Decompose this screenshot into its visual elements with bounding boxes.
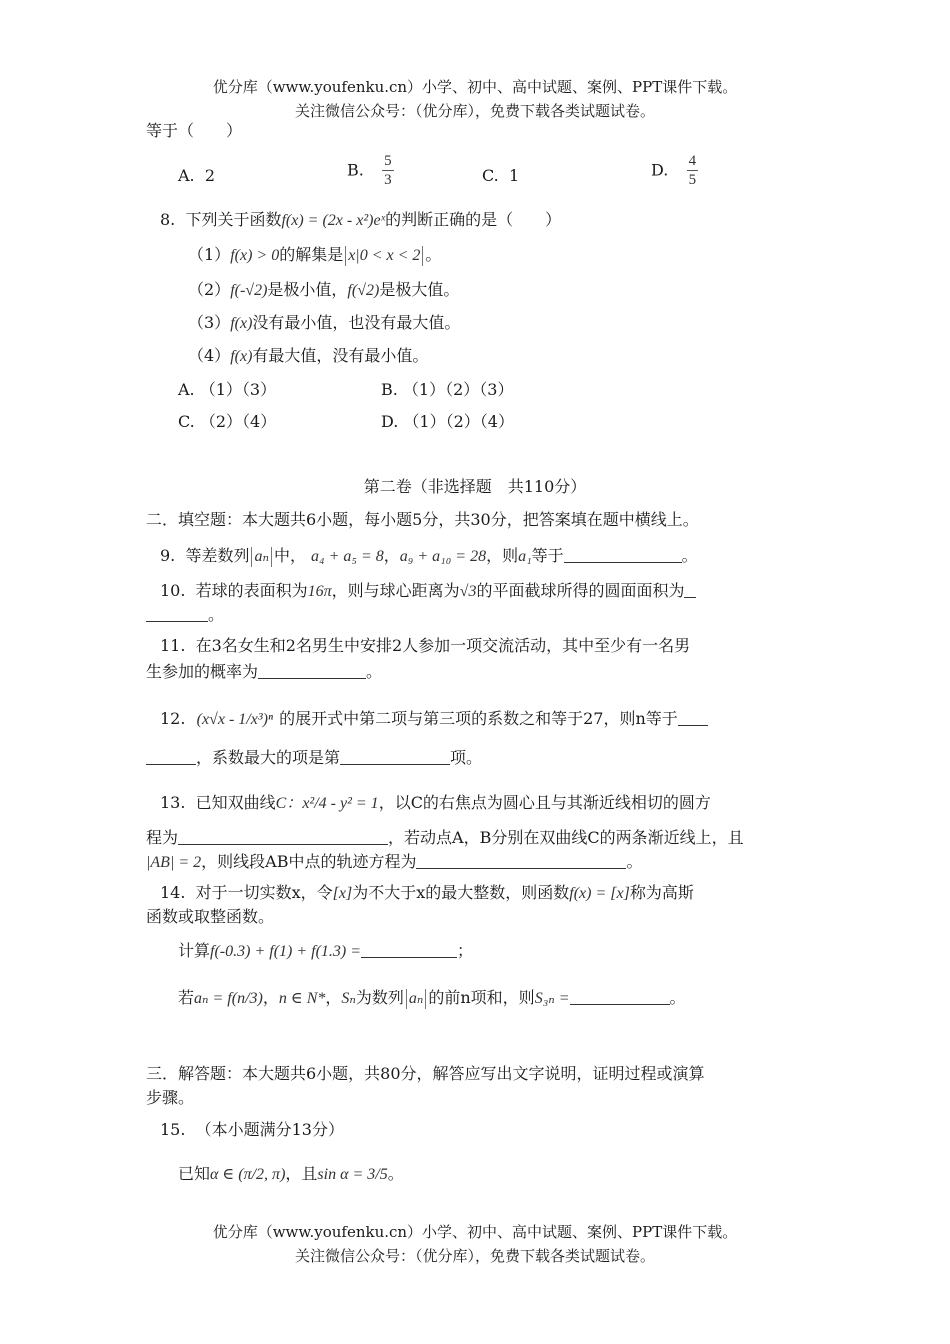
q9: 9. 等差数列 aₙ 中， a₄ + a₅ = 8，a₉ + a₁₀ = 28，则a₁等于 。: [160, 546, 698, 565]
q11-line-2: 生参加的概率为 。: [146, 662, 383, 681]
q8-statement-3: （3）f(x)没有最小值，也没有最大值。: [188, 313, 461, 332]
q14-answer-blank-a: [361, 939, 457, 958]
q7-d-fraction: $\frac{4}{5}$: [688, 153, 697, 188]
q7-option-d: D. $\frac{4}{5}$: [651, 153, 697, 188]
q10-answer-blank-a: [684, 579, 696, 598]
q15-title: 15. （本小题满分13分）: [160, 1120, 344, 1139]
q13-line-2: 程为 ，若动点A，B分别在双曲线C的两条渐近线上，且: [146, 828, 744, 847]
q11-answer-blank: [258, 660, 366, 679]
q8-option-b: B. （1）（2）（3）: [381, 380, 514, 399]
q10-line-2: 。: [146, 603, 224, 626]
q13-answer-blank-b: [416, 850, 626, 869]
q11-line-1: 11. 在3名女生和2名男生中安排2人参加一项交流活动，其中至少有一名男: [160, 636, 691, 655]
q10-answer-blank-b: [146, 603, 208, 622]
q15-condition: 已知α ∈ (π/2, π)，且sin α = 3/5。: [178, 1164, 404, 1183]
q8-statement-4: （4）f(x)有最大值，没有最小值。: [188, 346, 429, 365]
q13-answer-blank-a: [178, 826, 388, 845]
q14-definition: 若aₙ = f(n/3)，n ∈ N*，Sₙ为数列 aₙ 的前n项和，则S₃ₙ = 。: [178, 988, 686, 1007]
q10-line-1: 10. 若球的表面积为16π，则与球心距离为√3的平面截球所得的圆面面积为: [160, 579, 696, 603]
q7-option-b: B. $\frac{5}{3}$: [347, 153, 392, 188]
q12-expression: (x√x - 1/x³)ⁿ: [196, 711, 273, 728]
q12-answer-blank-c: [340, 746, 450, 765]
q14-calc: 计算f(-0.3) + f(1) + f(1.3) = ；: [178, 941, 474, 960]
q7-option-c: C. 1: [482, 166, 520, 185]
footer-line-1: 优分库（www.youfenku.cn）小学、初中、高中试题、案例、PPT课件下载。: [212, 1223, 738, 1241]
q9-answer-blank: [564, 544, 682, 563]
q14-line-2: 函数或取整函数。: [146, 907, 275, 926]
q8-option-d: D. （1）（2）（4）: [381, 412, 514, 431]
q13-line-1: 13. 已知双曲线C：x²/4 - y² = 1，以C的右焦点为圆心且与其渐近线相切的圆方: [160, 793, 711, 812]
header-line-1: 优分库（www.youfenku.cn）小学、初中、高中试题、案例、PPT课件下载。: [212, 78, 738, 96]
q14-line-1: 14. 对于一切实数x，令[x]为不大于x的最大整数，则函数f(x) = [x]称为高斯: [160, 883, 694, 902]
q14-answer-blank-b: [570, 986, 670, 1005]
part2-title: 第二卷（非选择题 共110分）: [363, 477, 587, 496]
part3-instructions-1: 三．解答题：本大题共6小题，共80分，解答应写出文字说明，证明过程或演算: [146, 1064, 705, 1083]
q13-line-3: |AB| = 2，则线段AB中点的轨迹方程为 。: [146, 852, 643, 871]
part3-instructions-2: 步骤。: [146, 1088, 195, 1107]
part2-instructions: 二．填空题：本大题共6小题，每小题5分，共30分，把答案填在题中横线上。: [146, 510, 699, 529]
q7-b-fraction: $\frac{5}{3}$: [384, 153, 392, 188]
q8-statement-2: （2）f(-√2)是极小值，f(√2)是极大值。: [188, 280, 460, 299]
q8-stem: 8. 下列关于函数f(x) = (2x - x²)eˣ的判断正确的是（ ）: [160, 210, 562, 229]
q12-answer-blank-b: [146, 746, 196, 765]
q12-line-1: 12. (x√x - 1/x³)ⁿ 的展开式中第二项与第三项的系数之和等于27，则n等于: [160, 707, 708, 731]
q7-option-a: A. 2: [178, 166, 215, 185]
q8-option-c: C. （2）（4）: [178, 412, 277, 431]
q12-line-2: ，系数最大的项是第 项。: [146, 746, 482, 769]
header-line-2: 关注微信公众号：（优分库），免费下载各类试题试卷。: [294, 102, 655, 120]
footer-line-2: 关注微信公众号：（优分库），免费下载各类试题试卷。: [294, 1247, 655, 1265]
q12-answer-blank-a: [678, 707, 708, 726]
q7-stem-tail: 等于（ ）: [146, 121, 243, 140]
q8-statement-1: （1）f(x) > 0的解集是 x|0 < x < 2 。: [188, 245, 442, 264]
q8-option-a: A. （1）（3）: [178, 380, 277, 399]
